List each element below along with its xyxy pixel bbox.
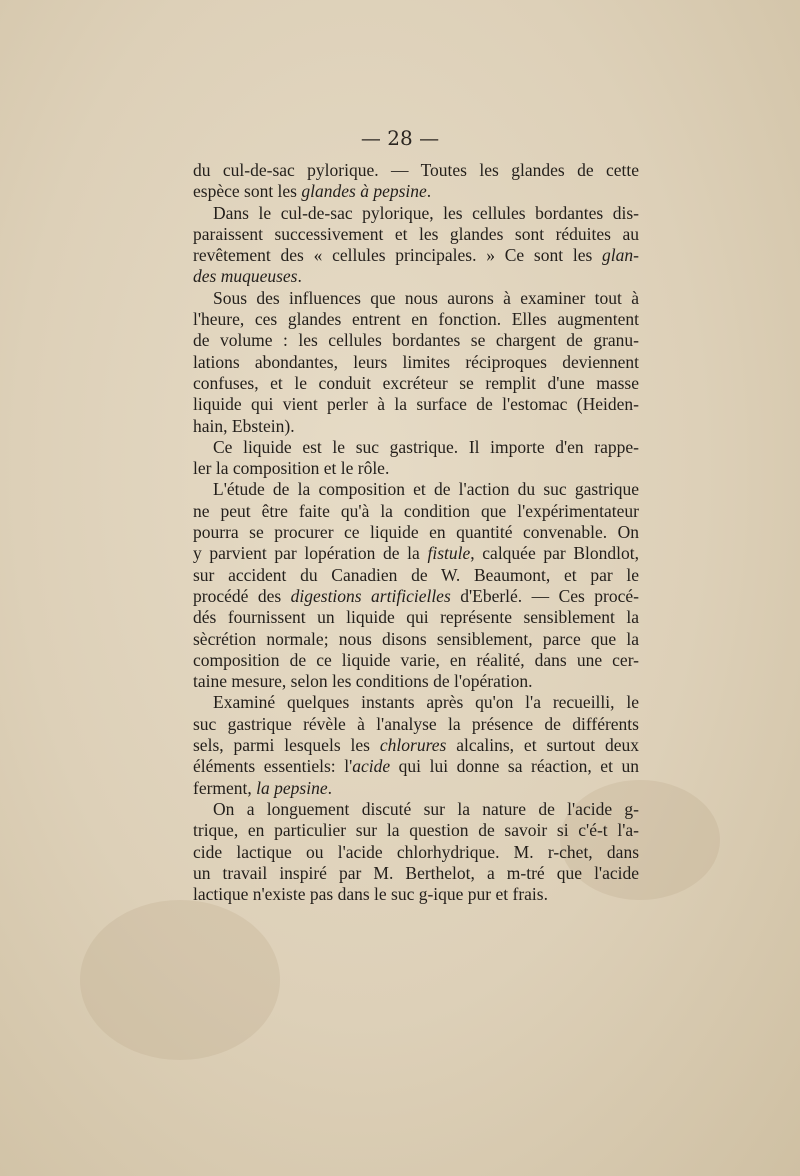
text-line: [193, 671, 639, 692]
text-line: [193, 884, 639, 905]
text-line: [193, 735, 639, 756]
text-line: [193, 309, 639, 330]
text-run: taine mesure, selon les conditions de l'opération.: [193, 671, 533, 692]
text-line: [193, 650, 639, 671]
text-run: .: [327, 777, 332, 798]
body-text: [193, 160, 639, 905]
text-line: [193, 522, 639, 543]
text-line: [193, 543, 639, 564]
italic-term: acide: [352, 756, 391, 777]
text-line: [193, 352, 639, 373]
text-line: [193, 756, 639, 777]
text-line: [193, 266, 639, 287]
text-run: sècrétion normale; nous disons sensiblement, parce que la: [193, 628, 639, 649]
text-line: [193, 863, 639, 884]
text-line: [193, 479, 639, 500]
text-line: [193, 842, 639, 863]
text-run: ne peut être faite qu'à la condition que l'expérimentateur: [193, 500, 639, 521]
text-line: [193, 245, 639, 266]
text-run: Dans le cul-de-sac pylorique, les cellules bordantes dis-: [213, 202, 639, 223]
italic-term: glan-: [602, 245, 639, 266]
text-line: [193, 565, 639, 586]
paper-stain: [80, 900, 280, 1060]
text-line: [193, 160, 639, 181]
text-run: composition de ce liquide varie, en réalité, dans une cer-: [193, 649, 639, 670]
text-run: , calquée par Blondlot,: [470, 543, 639, 564]
text-run: ferment,: [193, 777, 257, 798]
text-line: [193, 458, 639, 479]
text-line: [193, 394, 639, 415]
page-number: — 28 —: [360, 126, 440, 150]
text-run: lactique n'existe pas dans le suc g-ique pur et frais.: [193, 884, 548, 905]
text-run: hain, Ebstein).: [193, 415, 295, 436]
text-run: paraissent successivement et les glandes sont réduites au: [193, 223, 639, 244]
text-line: [193, 330, 639, 351]
italic-term: glandes à pepsine: [301, 181, 427, 202]
text-line: [193, 203, 639, 224]
italic-term: chlorures: [379, 735, 447, 756]
text-line: [193, 778, 639, 799]
text-line: [193, 607, 639, 628]
text-run: espèce sont les: [193, 181, 302, 202]
text-run: .: [426, 181, 432, 202]
text-line: [193, 181, 639, 202]
text-run: .: [297, 266, 302, 287]
text-line: [193, 692, 639, 713]
italic-term: fistule: [427, 543, 471, 564]
text-line: [193, 501, 639, 522]
text-run: éléments essentiels: l': [193, 756, 353, 777]
text-line: [193, 416, 639, 437]
text-run: Examiné quelques instants après qu'on l'a recueilli, le: [213, 692, 639, 713]
text-line: [193, 820, 639, 841]
text-run: qui lui donne sa réaction, et un: [390, 756, 639, 777]
text-run: confuses, et le conduit excréteur se remplit d'une masse: [193, 372, 639, 393]
text-run: un travail inspiré par M. Berthelot, a m-tré que l'acide: [193, 862, 639, 883]
text-run: Sous des influences que nous aurons à examiner tout à: [213, 287, 639, 308]
text-run: sels, parmi lesquels les: [193, 735, 380, 756]
text-run: L'étude de la composition et de l'action du suc gastrique: [213, 479, 639, 500]
text-run: pourra se procurer ce liquide en quantité convenable. On: [193, 522, 639, 543]
italic-term: la pepsine: [256, 777, 328, 798]
text-line: [193, 288, 639, 309]
text-line: [193, 373, 639, 394]
text-line: [193, 629, 639, 650]
text-run: dés fournissent un liquide qui représente sensiblement la: [193, 607, 639, 628]
text-line: [193, 799, 639, 820]
text-line: [193, 437, 639, 458]
text-run: l'heure, ces glandes entrent en fonction. Elles augmentent: [193, 309, 639, 330]
text-run: d'Eberlé. — Ces procé-: [450, 585, 639, 606]
text-run: liquide qui vient perler à la surface de l'estomac (Heiden-: [193, 394, 639, 415]
text-run: cide lactique ou l'acide chlorhydrique. M. r-chet, dans: [193, 841, 639, 862]
text-run: du cul-de-sac pylorique. — Toutes les glandes de cette: [193, 160, 639, 180]
text-run: alcalins, et surtout deux: [446, 735, 639, 756]
text-run: revêtement des « cellules principales. » Ce sont les: [193, 245, 603, 266]
text-run: procédé des: [193, 585, 291, 606]
text-run: de volume : les cellules bordantes se chargent de granu-: [193, 330, 639, 351]
italic-term: des muqueuses: [193, 266, 298, 287]
text-run: Ce liquide est le suc gastrique. Il importe d'en rappe-: [213, 436, 639, 457]
text-line: [193, 714, 639, 735]
text-run: On a longuement discuté sur la nature de l'acide g-: [213, 798, 639, 819]
text-line: [193, 224, 639, 245]
text-run: trique, en particulier sur la question de savoir si c'é-t l'a-: [193, 820, 639, 841]
text-run: lations abondantes, leurs limites réciproques deviennent: [193, 351, 639, 372]
text-run: sur accident du Canadien de W. Beaumont, et par le: [193, 564, 639, 585]
text-run: y parvient par lopération de la: [193, 543, 428, 564]
text-run: suc gastrique révèle à l'analyse la présence de différents: [193, 713, 639, 734]
italic-term: digestions artificielles: [290, 585, 451, 606]
text-run: ler la composition et le rôle.: [193, 458, 390, 479]
text-line: [193, 586, 639, 607]
